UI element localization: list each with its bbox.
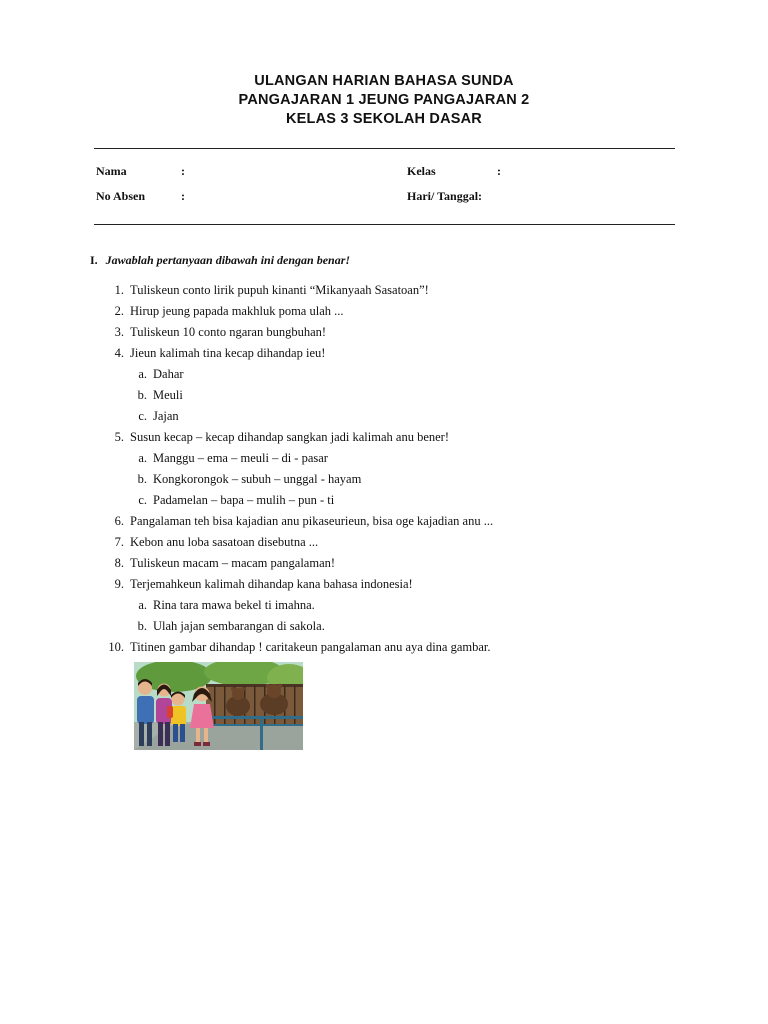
header-title-line-3: KELAS 3 SEKOLAH DASAR bbox=[286, 111, 482, 127]
header-divider-bottom bbox=[94, 224, 675, 225]
list-item bbox=[114, 535, 319, 550]
list-sub-item bbox=[137, 619, 325, 634]
item-letter: c. bbox=[138, 493, 147, 507]
item-number: 6. bbox=[114, 514, 124, 528]
list-item bbox=[114, 514, 494, 529]
item-letter: a. bbox=[138, 598, 147, 612]
list-sub-item bbox=[137, 472, 362, 487]
section-title: Jawablah pertanyaan dibawah ini dengan benar! bbox=[105, 253, 351, 267]
list-item bbox=[108, 640, 491, 655]
item-number: 3. bbox=[114, 325, 124, 339]
item-text: Tuliskeun macam – macam pangalaman! bbox=[130, 556, 336, 570]
list-item bbox=[114, 430, 449, 445]
list-sub-item bbox=[138, 493, 335, 508]
label-hari-tanggal: Hari/ Tanggal: bbox=[407, 189, 483, 203]
list-item bbox=[114, 283, 429, 298]
item-number: 1. bbox=[114, 283, 124, 297]
item-number: 5. bbox=[114, 430, 124, 444]
item-letter: b. bbox=[137, 619, 147, 633]
list-sub-item bbox=[138, 451, 328, 466]
item-letter: c. bbox=[138, 409, 147, 423]
list-item bbox=[114, 577, 413, 592]
section-number: I. bbox=[90, 253, 98, 267]
header-divider-top bbox=[94, 148, 675, 149]
worksheet-header bbox=[0, 72, 768, 129]
header-title-line-2: PANGAJARAN 1 JEUNG PANGAJARAN 2 bbox=[238, 92, 530, 108]
section-heading bbox=[90, 253, 350, 267]
item-text: Kongkorongok – subuh – unggal - hayam bbox=[153, 472, 362, 486]
zoo-illustration bbox=[134, 662, 303, 750]
item-text: Meuli bbox=[153, 388, 183, 402]
list-sub-item bbox=[137, 388, 183, 403]
colon-nama: : bbox=[181, 164, 185, 178]
item-text: Titinen gambar dihandap ! caritakeun pangalaman anu aya dina gambar. bbox=[130, 640, 491, 654]
item-text: Padamelan – bapa – mulih – pun - ti bbox=[153, 493, 335, 507]
colon-no-absen: : bbox=[181, 189, 185, 203]
item-text: Pangalaman teh bisa kajadian anu pikaseurieun, bisa oge kajadian anu ... bbox=[130, 514, 494, 528]
list-sub-item bbox=[138, 367, 184, 382]
item-text: Dahar bbox=[153, 367, 184, 381]
list-item bbox=[114, 325, 327, 340]
list-sub-item bbox=[138, 409, 179, 424]
item-text: Tuliskeun 10 conto ngaran bungbuhan! bbox=[130, 325, 327, 339]
list-item bbox=[114, 346, 326, 361]
item-text: Kebon anu loba sasatoan disebutna ... bbox=[130, 535, 319, 549]
item-text: Tuliskeun conto lirik pupuh kinanti “Mikanyaah Sasatoan”! bbox=[130, 283, 429, 297]
item-number: 8. bbox=[114, 556, 124, 570]
item-text: Jieun kalimah tina kecap dihandap ieu! bbox=[130, 346, 326, 360]
item-text: Rina tara mawa bekel ti imahna. bbox=[153, 598, 315, 612]
item-number: 9. bbox=[114, 577, 124, 591]
item-text: Jajan bbox=[153, 409, 179, 423]
label-kelas: Kelas bbox=[407, 164, 436, 178]
item-text: Hirup jeung papada makhluk poma ulah ... bbox=[130, 304, 344, 318]
item-text: Susun kecap – kecap dihandap sangkan jadi kalimah anu bener! bbox=[130, 430, 449, 444]
item-number: 7. bbox=[114, 535, 124, 549]
header-title-line-1: ULANGAN HARIAN BAHASA SUNDA bbox=[254, 73, 514, 89]
label-nama: Nama bbox=[96, 164, 127, 178]
item-letter: a. bbox=[138, 451, 147, 465]
item-number: 4. bbox=[114, 346, 124, 360]
colon-kelas: : bbox=[497, 164, 501, 178]
list-item bbox=[114, 556, 336, 571]
item-text: Manggu – ema – meuli – di - pasar bbox=[153, 451, 328, 465]
item-number: 10. bbox=[108, 640, 124, 654]
item-letter: b. bbox=[137, 388, 147, 402]
list-sub-item bbox=[138, 598, 315, 613]
item-letter: a. bbox=[138, 367, 147, 381]
item-text: Ulah jajan sembarangan di sakola. bbox=[153, 619, 325, 633]
item-letter: b. bbox=[137, 472, 147, 486]
item-text: Terjemahkeun kalimah dihandap kana bahasa indonesia! bbox=[130, 577, 413, 591]
list-item bbox=[114, 304, 344, 319]
item-number: 2. bbox=[114, 304, 124, 318]
label-no-absen: No Absen bbox=[96, 189, 146, 203]
